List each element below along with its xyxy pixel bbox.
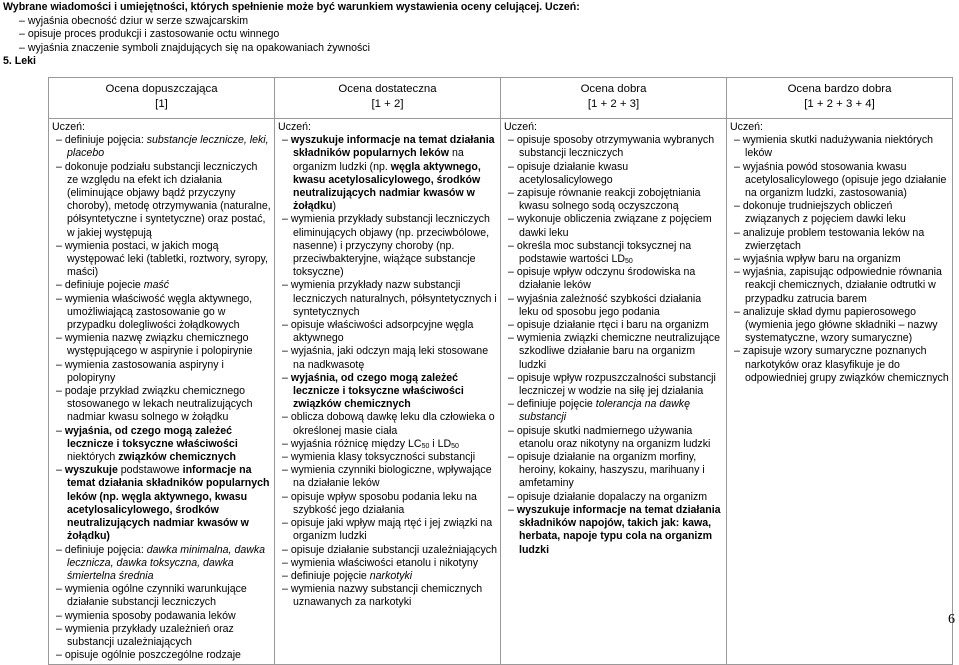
intro-block — [3, 1, 953, 69]
header-grade-4 — [727, 78, 953, 119]
list-item: – opisuje działanie kwasu acetylosalicylowego — [504, 161, 723, 187]
list-item: – opisuje wpływ rozpuszczalności substancji leczniczej w wodzie na siłę jej działania — [504, 372, 723, 398]
requirements-table — [48, 77, 953, 665]
page-number: 6 — [948, 612, 955, 627]
list-item: – wymienia klasy toksyczności substancji — [278, 451, 497, 464]
cell-grade-1 — [49, 119, 275, 665]
header-sub: [1 + 2 + 3 + 4] — [804, 98, 875, 110]
list-item: – podaje przykład związku chemicznego stosowanego w lekach neutralizujących nadmiar kwasu solnego w żołądku — [52, 385, 271, 425]
intro-item: – opisuje proces produkcji i zastosowanie octu winnego — [19, 28, 280, 41]
list-item: – analizuje problem testowania leków na zwierzętach — [730, 227, 949, 253]
cell-grade-4 — [727, 119, 953, 665]
header-sub: [1] — [155, 98, 168, 110]
list-item: – opisuje sposoby otrzymywania wybranych substancji leczniczych — [504, 134, 723, 160]
list-item: – definiuje pojęcie tolerancja na dawkę substancji — [504, 398, 723, 424]
list-item: – wyjaśnia zależność szybkości działania leku od sposobu jego podania — [504, 293, 723, 319]
uczen-label: Uczeń: — [504, 121, 537, 133]
list-item: – określa moc substancji toksycznej na podstawie wartości $LD_{50}$ — [504, 240, 723, 266]
list-item: – dokonuje podziału substancji leczniczych ze względu na efekt ich działania (eliminujące objawy bądź przyczyny choroby), metodę otrzymywania (naturalne, półsyntetyczne i syntetyczne) oraz postać, w jakiej występują — [52, 161, 271, 240]
list-item: – opisuje działanie dopalaczy na organizm — [504, 491, 723, 504]
list-item: – opisuje wpływ odczynu środowiska na działanie leków — [504, 266, 723, 292]
uczen-label: Uczeń: — [278, 121, 311, 133]
list-item: – wyjaśnia powód stosowania kwasu acetylosalicylowego (opisuje jego działanie na organizm ludzki, zastosowania) — [730, 161, 949, 201]
list-item: – analizuje skład dymu papierosowego (wymienia jego główne składniki – nazwy systematyczne, wzory sumaryczne) — [730, 306, 949, 346]
list-item: – wyjaśnia, od czego mogą zależeć lecznicze i toksyczne właściwości związków chemicznych — [278, 372, 497, 412]
uczen-label: Uczeń: — [730, 121, 763, 133]
list-item: – wyszukuje podstawowe informacje na temat działania składników popularnych leków (np. węgla aktywnego, kwasu acetylosalicylowego, środków neutralizujących nadmiar kwasów w żołądku) — [52, 464, 271, 543]
header-sub: [1 + 2] — [371, 98, 404, 110]
header-grade-2 — [275, 78, 501, 119]
list-item: – definiuje pojecie maść — [52, 279, 271, 292]
table-header-row — [49, 78, 953, 119]
cell-grade-3 — [501, 119, 727, 665]
list-item: – wyjaśnia, od czego mogą zależeć lecznicze i toksyczne właściwości niektórych związków chemicznych — [52, 425, 271, 465]
header-title: Ocena bardzo dobra — [787, 83, 892, 95]
list-item: – wymienia postaci, w jakich mogą występować leki (tabletki, roztwory, syropy, maści) — [52, 240, 271, 280]
header-grade-3 — [501, 78, 727, 119]
list-item: – wyszukuje informacje na temat działania składników napojów, takich jak: kawa, herbata, napoje typu cola na organizm ludzki — [504, 504, 723, 557]
header-title: Ocena dostateczna — [338, 83, 437, 95]
header-title: Ocena dopuszczająca — [105, 83, 218, 95]
list-item: – wymienia nazwy substancji chemicznych uznawanych za narkotyki — [278, 583, 497, 609]
list-item: – wymienia związki chemiczne neutralizujące szkodliwe działanie baru na organizm ludzki — [504, 332, 723, 372]
list-item: – wymienia przykłady nazw substancji leczniczych naturalnych, półsyntetycznych i syntetycznych — [278, 279, 497, 319]
list-item: – wymienia nazwę związku chemicznego występującego w aspirynie i polopirynie — [52, 332, 271, 358]
list-item: – wymienia zastosowania aspiryny i polopiryny — [52, 359, 271, 385]
section-title: 5. Leki — [3, 55, 36, 68]
list-item: – wykonuje obliczenia związane z pojęciem dawki leku — [504, 213, 723, 239]
list-item: – zapisuje wzory sumaryczne poznanych narkotyków oraz klasyfikuje je do odpowiedniej grupy związków chemicznych — [730, 345, 949, 385]
list-item: – wymienia ogólne czynniki warunkujące działanie substancji leczniczych — [52, 583, 271, 609]
table-body-row — [49, 119, 953, 665]
list-item: – wyjaśnia wpływ baru na organizm — [730, 253, 949, 266]
uczen-label: Uczeń: — [52, 121, 85, 133]
list-item: – wymienia właściwości etanolu i nikotyny — [278, 557, 497, 570]
list-item: – definiuje pojęcia: dawka minimalna, dawka lecznicza, dawka toksyczna, dawka śmiertelna średnia — [52, 544, 271, 584]
list-item: – opisuje jaki wpływ mają rtęć i jej związki na organizm ludzki — [278, 517, 497, 543]
list-item: – wymienia przykłady uzależnień oraz substancji uzależniających — [52, 623, 271, 649]
list-item: – wymienia przykłady substancji leczniczych eliminujących objawy (np. przeciwbólowe, nasenne) i przyczyny choroby (np. przeciwbakteryjne, wiążące substancje toksyczne) — [278, 213, 497, 279]
list-item: – opisuje ogólnie poszczególne rodzaje — [52, 649, 271, 662]
header-sub: [1 + 2 + 3] — [587, 98, 640, 110]
list-item: – oblicza dobową dawkę leku dla człowieka o określonej masie ciała — [278, 411, 497, 437]
header-grade-1 — [49, 78, 275, 119]
cell-grade-2 — [275, 119, 501, 665]
list-item: – opisuje działanie substancji uzależniających — [278, 544, 497, 557]
intro-item: – wyjaśnia znaczenie symboli znajdujących się na opakowaniach żywności — [19, 41, 370, 54]
list-item: – wyszukuje informacje na temat działania składników popularnych leków na organizm ludzki (np. węgla aktywnego, kwasu acetylosalicylowego, środków neutralizujących nadmiar kwasów w żołądku) — [278, 134, 497, 213]
list-item: – dokonuje trudniejszych obliczeń związanych z pojęciem dawki leku — [730, 200, 949, 226]
list-item: – wyjaśnia, jaki odczyn mają leki stosowane na nadkwasotę — [278, 345, 497, 371]
intro-item: – wyjaśnia obecność dziur w serze szwajcarskim — [19, 14, 249, 27]
list-item: – wymienia czynniki biologiczne, wpływające na działanie leków — [278, 464, 497, 490]
list-item: – definiuje pojęcie narkotyki — [278, 570, 497, 583]
list-item: – wymienia sposoby podawania leków — [52, 610, 271, 623]
list-item: – wymienia skutki nadużywania niektórych leków — [730, 134, 949, 160]
list-item: – wyjaśnia różnicę między $LC_{50}$ i $LD_{50}$ — [278, 438, 497, 451]
list-item: – opisuje działanie rtęci i baru na organizm — [504, 319, 723, 332]
list-item: – wyjaśnia, zapisując odpowiednie równania reakcji chemicznych, działanie odtrutki w przypadku zatrucia barem — [730, 266, 949, 306]
list-item: – opisuje właściwości adsorpcyjne węgla aktywnego — [278, 319, 497, 345]
list-item: – opisuje wpływ sposobu podania leku na szybkość jego działania — [278, 491, 497, 517]
list-item: – definiuje pojęcia: substancje lecznicze, leki, placebo — [52, 134, 271, 160]
list-item: – opisuje działanie na organizm morfiny, heroiny, kokainy, haszyszu, marihuany i amfetaminy — [504, 451, 723, 491]
list-item: – wymienia właściwość węgla aktywnego, umożliwiającą zastosowanie go w przypadku dolegliwości żołądkowych — [52, 293, 271, 333]
list-item: – zapisuje równanie reakcji zobojętniania kwasu solnego sodą oczyszczoną — [504, 187, 723, 213]
intro-heading: Wybrane wiadomości i umiejętności, których spełnienie może być warunkiem wystawienia oceny celującej. Uczeń: — [3, 1, 580, 13]
header-title: Ocena dobra — [580, 83, 647, 95]
list-item: – opisuje skutki nadmiernego używania etanolu oraz nikotyny na organizm ludzki — [504, 425, 723, 451]
